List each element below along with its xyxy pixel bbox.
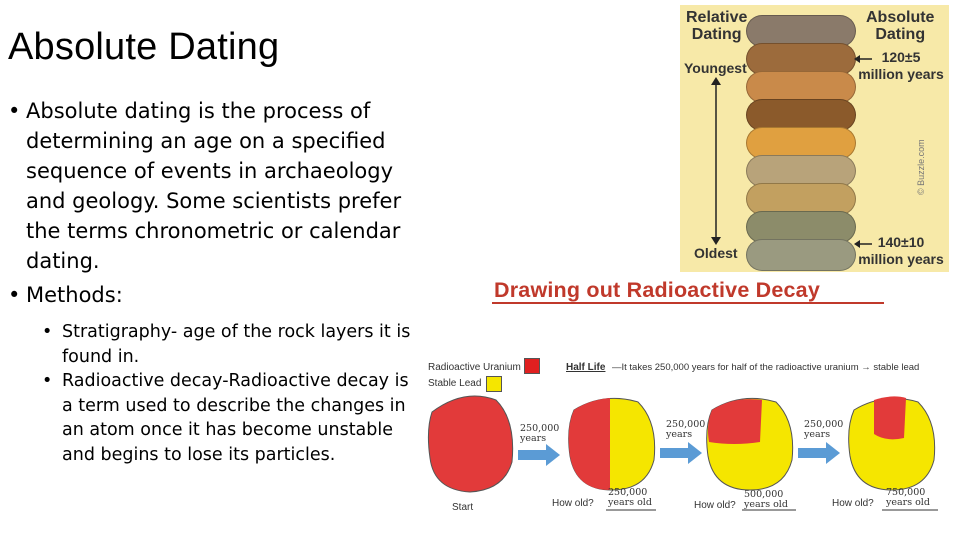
legend-lead-label: Stable Lead <box>428 378 482 389</box>
top-age-label: 120±5 million years <box>858 49 944 82</box>
rock-start <box>428 396 512 492</box>
bullet-methods-text: Methods: <box>26 283 123 307</box>
bullet-list <box>8 96 420 467</box>
sub-bullet-dot: • <box>42 322 53 342</box>
legend-uranium-label: Radioactive Uranium <box>428 362 521 373</box>
age-answer-3: 750,000 years old <box>886 487 930 508</box>
decay-title: Drawing out Radioactive Decay <box>494 278 821 302</box>
strata-image <box>680 5 949 272</box>
bottom-age-label: 140±10 million years <box>858 234 944 267</box>
age-arrows <box>680 5 949 272</box>
sub-bullet-radioactive-decay-text: Radioactive decay-Radioactive decay is a term used to describe the changes in an atom once it has become unstable and begins to lose its particles. <box>62 371 409 465</box>
decay-title-underline <box>492 302 892 306</box>
age-answer-1: 250,000 years old <box>608 487 652 508</box>
bullet-definition <box>8 96 420 276</box>
slide-title: Absolute Dating <box>8 26 280 68</box>
bullet-methods <box>8 280 420 310</box>
relative-dating-label: Relative Dating <box>686 9 748 43</box>
step-label-1: 250,000 years <box>520 423 560 444</box>
half-life-text: —It takes 250,000 years for half of the radioactive uranium → stable lead <box>612 362 920 373</box>
sub-bullet-radioactive-decay <box>8 369 420 467</box>
age-answer-2: 500,000 years old <box>744 489 788 510</box>
bullet-dot: • <box>8 99 21 123</box>
decay-diagram <box>424 350 956 520</box>
half-life-label: Half Life <box>566 362 606 373</box>
sub-bullet-stratigraphy <box>8 320 420 369</box>
how-old-label-1: How old? <box>552 498 594 509</box>
bullet-definition-text: Absolute dating is the process of determining an age on a specified sequence of events in archaeology and geology. Some scientists prefer the terms chronometric or calendar dating. <box>26 99 402 273</box>
bullet-dot: • <box>8 283 21 307</box>
copyright-label: © Buzzle.com <box>916 139 926 195</box>
absolute-dating-label: Absolute Dating <box>866 9 935 43</box>
youngest-label: Youngest <box>684 60 747 76</box>
start-label: Start <box>452 502 474 513</box>
sub-bullet-dot: • <box>42 371 53 391</box>
step-label-2: 250,000 years <box>666 419 706 440</box>
how-old-label-2: How old? <box>694 500 736 511</box>
how-old-label-3: How old? <box>832 498 874 509</box>
sub-bullet-stratigraphy-text: Stratigraphy- age of the rock layers it is found in. <box>62 322 411 367</box>
oldest-label: Oldest <box>694 245 738 261</box>
step-label-3: 250,000 years <box>804 419 844 440</box>
